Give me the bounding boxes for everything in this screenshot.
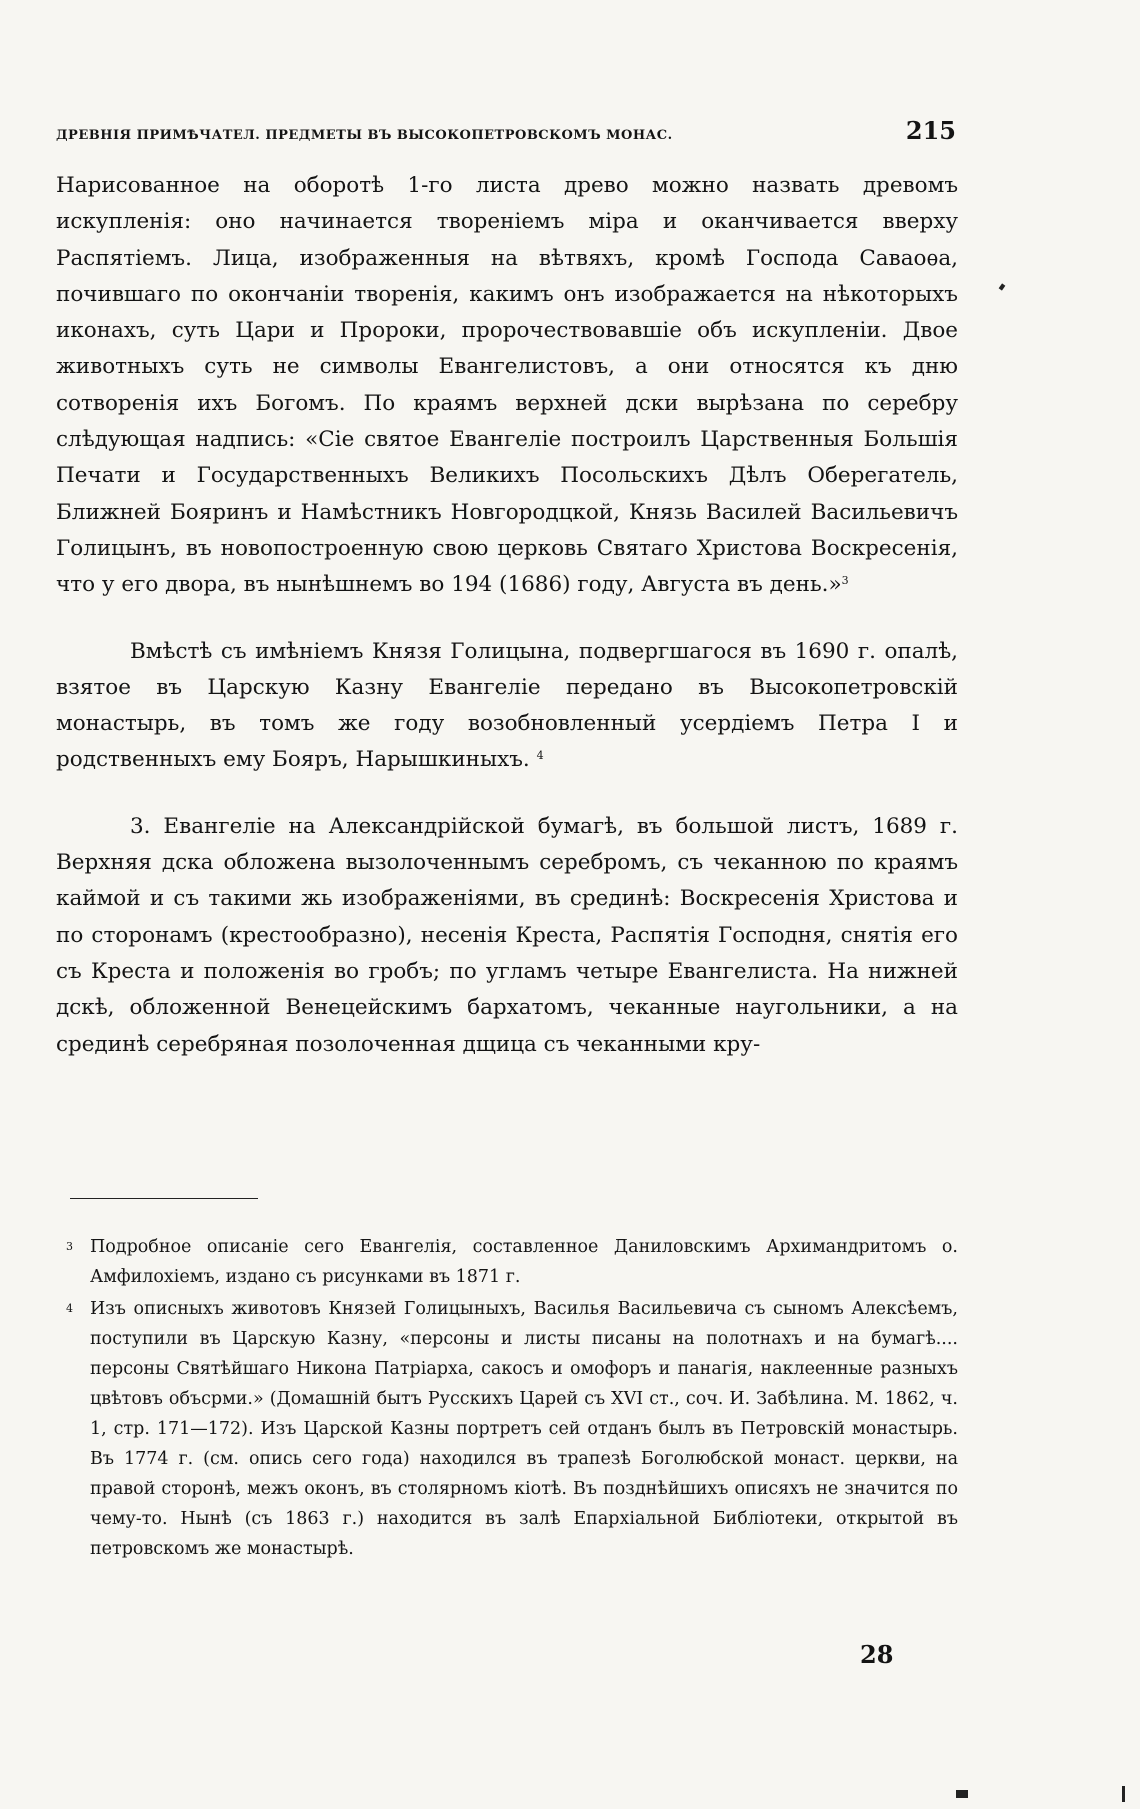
- print-speck: [999, 283, 1006, 290]
- running-head-title: ДРЕВНІЯ ПРИМѢЧАТЕЛ. ПРЕДМЕТЫ ВЪ ВЫСОКОПЕТРОВСКОМЪ МОНАС.: [56, 128, 673, 143]
- paragraph-text: Нарисованное на оборотѣ 1-го листа древо можно назвать древомъ искупленія: оно начинается твореніемъ міра и оканчивается вверху Распятіемъ. Лица, изображенныя на вѣтвяхъ, кромѣ Господа Саваоѳа, почившаго по окончаніи творенія, какимъ онъ изображается на нѣкоторыхъ иконахъ, суть Цари и Пророки, пророчествовавшіе объ искупленіи. Двое животныхъ суть не символы Евангелистовъ, а они относятся къ дню сотворенія ихъ Богомъ. По краямъ верхней дски вырѣзана по серебру слѣдующая надпись: «Сіе святое Евангеліе построилъ Царственныя Большія Печати и Государственныхъ Великихъ Посольскихъ Дѣлъ Оберегатель, Ближней Бояринъ и Намѣстникъ Новгородцкой, Князь Василей Васильевичъ Голицынъ, въ новопостроенную свою церковь Святаго Христова Воскресенія, что у его двора, въ нынѣшнемъ во 194 (1686) году, Августа въ день.»: [56, 173, 958, 598]
- footnote-mark: 4: [66, 1302, 73, 1315]
- footnote-separator: [70, 1198, 258, 1199]
- footnotes: [62, 1232, 958, 1566]
- paragraph-text: 3. Евангеліе на Александрійской бумагѣ, въ большой листъ, 1689 г. Верхняя дска обложена вызолоченнымъ серебромъ, съ чеканною по краямъ каймой и съ такими жь изображеніями, въ срединѣ: Воскресенія Христова и по сторонамъ (крестообразно), несенія Креста, Распятія Господня, снятія его съ Креста и положенія во гробъ; по угламъ четыре Евангелиста. На нижней дскѣ, обложенной Венецейскимъ бархатомъ, чеканные наугольники, а на срединѣ серебряная позолоченная дщица съ чеканными кру-: [56, 813, 958, 1057]
- footnote-reference: 3: [841, 574, 849, 588]
- running-head: [56, 116, 956, 145]
- footnote-text: Подробное описаніе сего Евангелія, составленное Даниловскимъ Архимандритомъ о. Амфилохіемъ, издано съ рисунками въ 1871 г.: [90, 1237, 958, 1287]
- paragraph: [56, 809, 958, 1063]
- page-number-top: 215: [905, 116, 956, 145]
- print-speck: [1122, 1786, 1125, 1802]
- footnote-mark: 3: [66, 1240, 73, 1253]
- footnote: [62, 1294, 958, 1564]
- footnote: [62, 1232, 958, 1292]
- print-speck: [956, 1790, 968, 1798]
- paragraph: [56, 168, 958, 604]
- signature-mark: 28: [860, 1640, 894, 1669]
- paragraph-text: Вмѣстѣ съ имѣніемъ Князя Голицына, подвергшагося въ 1690 г. опалѣ, взятое въ Царскую Казну Евангеліе передано въ Высокопетровскій монастырь, въ томъ же году возобновленный усердіемъ Петра I и родственныхъ ему Бояръ, Нарышкиныхъ.: [56, 638, 958, 773]
- footnote-reference: 4: [536, 749, 544, 763]
- body-text: [56, 168, 958, 1063]
- paragraph: [56, 634, 958, 779]
- footnote-text: Изъ описныхъ животовъ Князей Голицыныхъ, Василья Васильевича съ сыномъ Алексѣемъ, поступили въ Царскую Казну, «персоны и листы писаны на полотнахъ и на бумагѣ.... персоны Святѣйшаго Никона Патріарха, сакосъ и омофоръ и панагія, наклеенные разныхъ цвѣтовъ объсрми.» (Домашній бытъ Русскихъ Царей съ XVI ст., соч. И. Забѣлина. М. 1862, ч. 1, стр. 171—172). Изъ Царской Казны портретъ сей отданъ былъ въ Петровскій монастырь. Въ 1774 г. (см. опись сего года) находился въ трапезѣ Боголюбской монаст. церкви, на правой сторонѣ, межъ оконъ, въ столярномъ кіотѣ. Въ позднѣйшихъ описяхъ не значится по чему-то. Нынѣ (съ 1863 г.) находится въ залѣ Епархіальной Библіотеки, открытой въ петровскомъ же монастырѣ.: [90, 1299, 958, 1559]
